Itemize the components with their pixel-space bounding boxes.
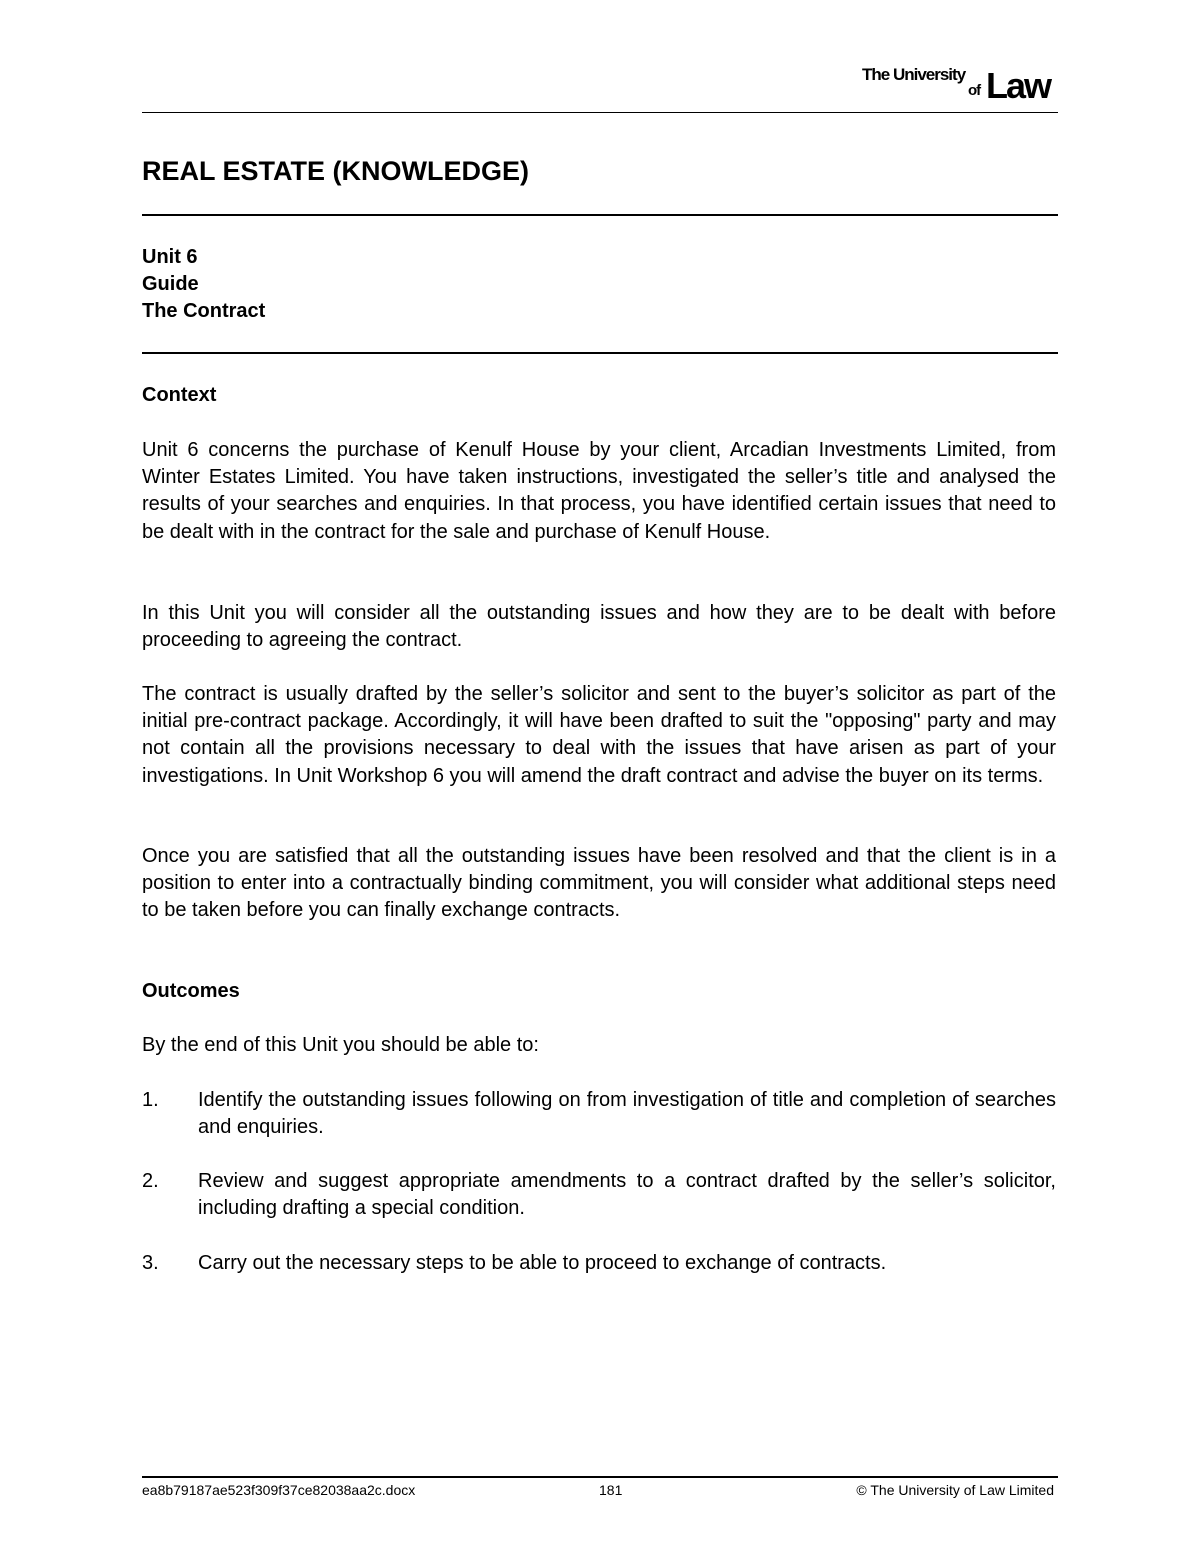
header-divider <box>142 112 1058 113</box>
context-paragraph: In this Unit you will consider all the outstanding issues and how they are to be dealt with before proceeding to agreeing the contract. <box>142 602 1056 652</box>
outcomes-heading: Outcomes <box>142 980 240 1002</box>
outcome-number: 2. <box>142 1170 159 1192</box>
context-heading: Context <box>142 384 217 406</box>
document-title: REAL ESTATE (KNOWLEDGE) <box>142 156 529 186</box>
unit-divider <box>142 352 1058 354</box>
logo-line-2: of <box>968 82 981 99</box>
logo-line-3: Law <box>986 65 1051 106</box>
outcome-item <box>142 1087 1056 1141</box>
outcome-text: Identify the outstanding issues following on from investigation of title and completion of searches and enquiries. <box>198 1089 1056 1139</box>
footer-divider <box>142 1476 1058 1478</box>
unit-number: Unit 6 <box>142 246 198 268</box>
footer-copyright: © The University of Law Limited <box>856 1482 1054 1498</box>
university-logo <box>858 62 1060 104</box>
outcome-item <box>142 1250 1056 1277</box>
outcome-item <box>142 1168 1056 1222</box>
title-divider <box>142 214 1058 216</box>
footer-filename: ea8b79187ae523f309f37ce82038aa2c.docx <box>142 1482 416 1498</box>
unit-subject: The Contract <box>142 300 266 322</box>
outcome-text: Carry out the necessary steps to be able to proceed to exchange of contracts. <box>198 1252 887 1274</box>
context-paragraph: The contract is usually drafted by the seller’s solicitor and sent to the buyer’s solicitor as part of the initial pre-contract package. Accordingly, it will have been drafted to suit the "opposing" party and may not contain all the provisions necessary to deal with the issues that have arisen as part of your investigations. In Unit Workshop 6 you will amend the draft contract and advise the buyer on its terms. <box>142 683 1056 787</box>
logo-line-1: The University <box>862 65 966 84</box>
unit-type: Guide <box>142 273 199 295</box>
unit-info <box>142 244 265 325</box>
outcome-number: 3. <box>142 1252 159 1274</box>
outcome-number: 1. <box>142 1089 159 1111</box>
context-paragraph: Unit 6 concerns the purchase of Kenulf House by your client, Arcadian Investments Limited, from Winter Estates Limited. You have taken instructions, investigated the seller’s title and analysed the results of your searches and enquiries. In that process, you have identified certain issues that need to be dealt with in the contract for the sale and purchase of Kenulf House. <box>142 439 1056 543</box>
context-paragraph: Once you are satisfied that all the outstanding issues have been resolved and that the client is in a position to enter into a contractually binding commitment, you will consider what additional steps need to be taken before you can finally exchange contracts. <box>142 845 1056 922</box>
outcomes-intro: By the end of this Unit you should be able to: <box>142 1034 539 1056</box>
footer-page-number: 181 <box>599 1482 623 1498</box>
outcome-text: Review and suggest appropriate amendments to a contract drafted by the seller’s solicitor, including drafting a special condition. <box>198 1170 1056 1220</box>
